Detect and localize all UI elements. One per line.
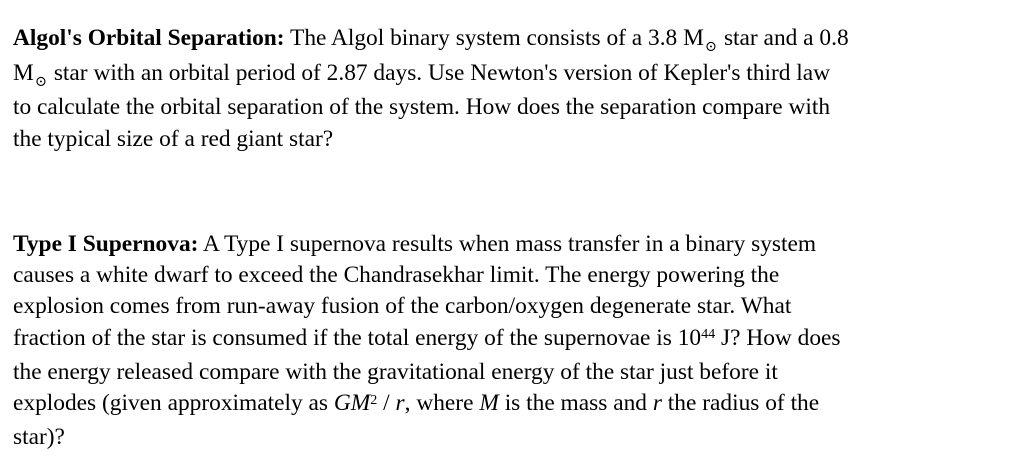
sun-symbol-icon: ⊙: [34, 73, 47, 90]
problem1-title: Algol's Orbital Separation:: [13, 25, 285, 51]
problem1-line-1: [13, 23, 998, 58]
problem2-text: J? How does: [720, 324, 841, 351]
problem2-line-3: explosion comes from run-away fusion of the carbon/oxygen degenerate star. What: [13, 293, 792, 320]
problem1-line-3: to calculate the orbital separation of the system. How does the separation compare with: [13, 94, 831, 120]
problem2-line-7: star)?: [13, 424, 65, 451]
problem2-line-2: causes a white dwarf to exceed the Chandrasekhar limit. The energy powering the: [13, 262, 780, 289]
gravitational-energy-formula: $GM^2$ / r: [333, 390, 405, 417]
problem2-line-1: [13, 229, 998, 260]
problem2-text: fraction of the star is consumed if the total energy of the supernovae is 10: [13, 324, 702, 351]
problem1-text: star and a 0.8: [723, 25, 849, 51]
problem2-line-5: the energy released compare with the gravitational energy of the star just before it: [13, 358, 778, 385]
problem1-text: star with an orbital period of 2.87 days. Use Newton's version of Kepler's third law: [53, 59, 831, 86]
sun-symbol-icon: ⊙: [704, 39, 718, 56]
problem2-text: A Type I supernova results when mass transfer in a binary system: [203, 231, 817, 257]
energy-exponent: 44: [701, 326, 716, 343]
solar-mass-symbol: $M_⊙$: [13, 59, 47, 90]
problem-type-i-supernova: [13, 229, 998, 453]
problem1-text: The Algol binary system consists of a 3.8: [290, 25, 678, 51]
problem2-text: explodes (given approximately as: [13, 390, 329, 417]
mass-variable: M: [479, 390, 499, 417]
problem2-line-6: explodes (given approximately as $GM^2$ / r, where M is the mass and r the radius of the: [13, 390, 820, 417]
problem2-title: Type I Supernova:: [13, 231, 199, 257]
problem-algol-orbital-separation: [13, 23, 998, 155]
solar-mass-symbol: $M_⊙$: [683, 25, 718, 56]
radius-variable: r: [652, 390, 662, 417]
problem2-line-4: [13, 323, 998, 357]
problem1-line-4: the typical size of a red giant star?: [13, 125, 334, 152]
problem1-line-2: [13, 58, 998, 93]
